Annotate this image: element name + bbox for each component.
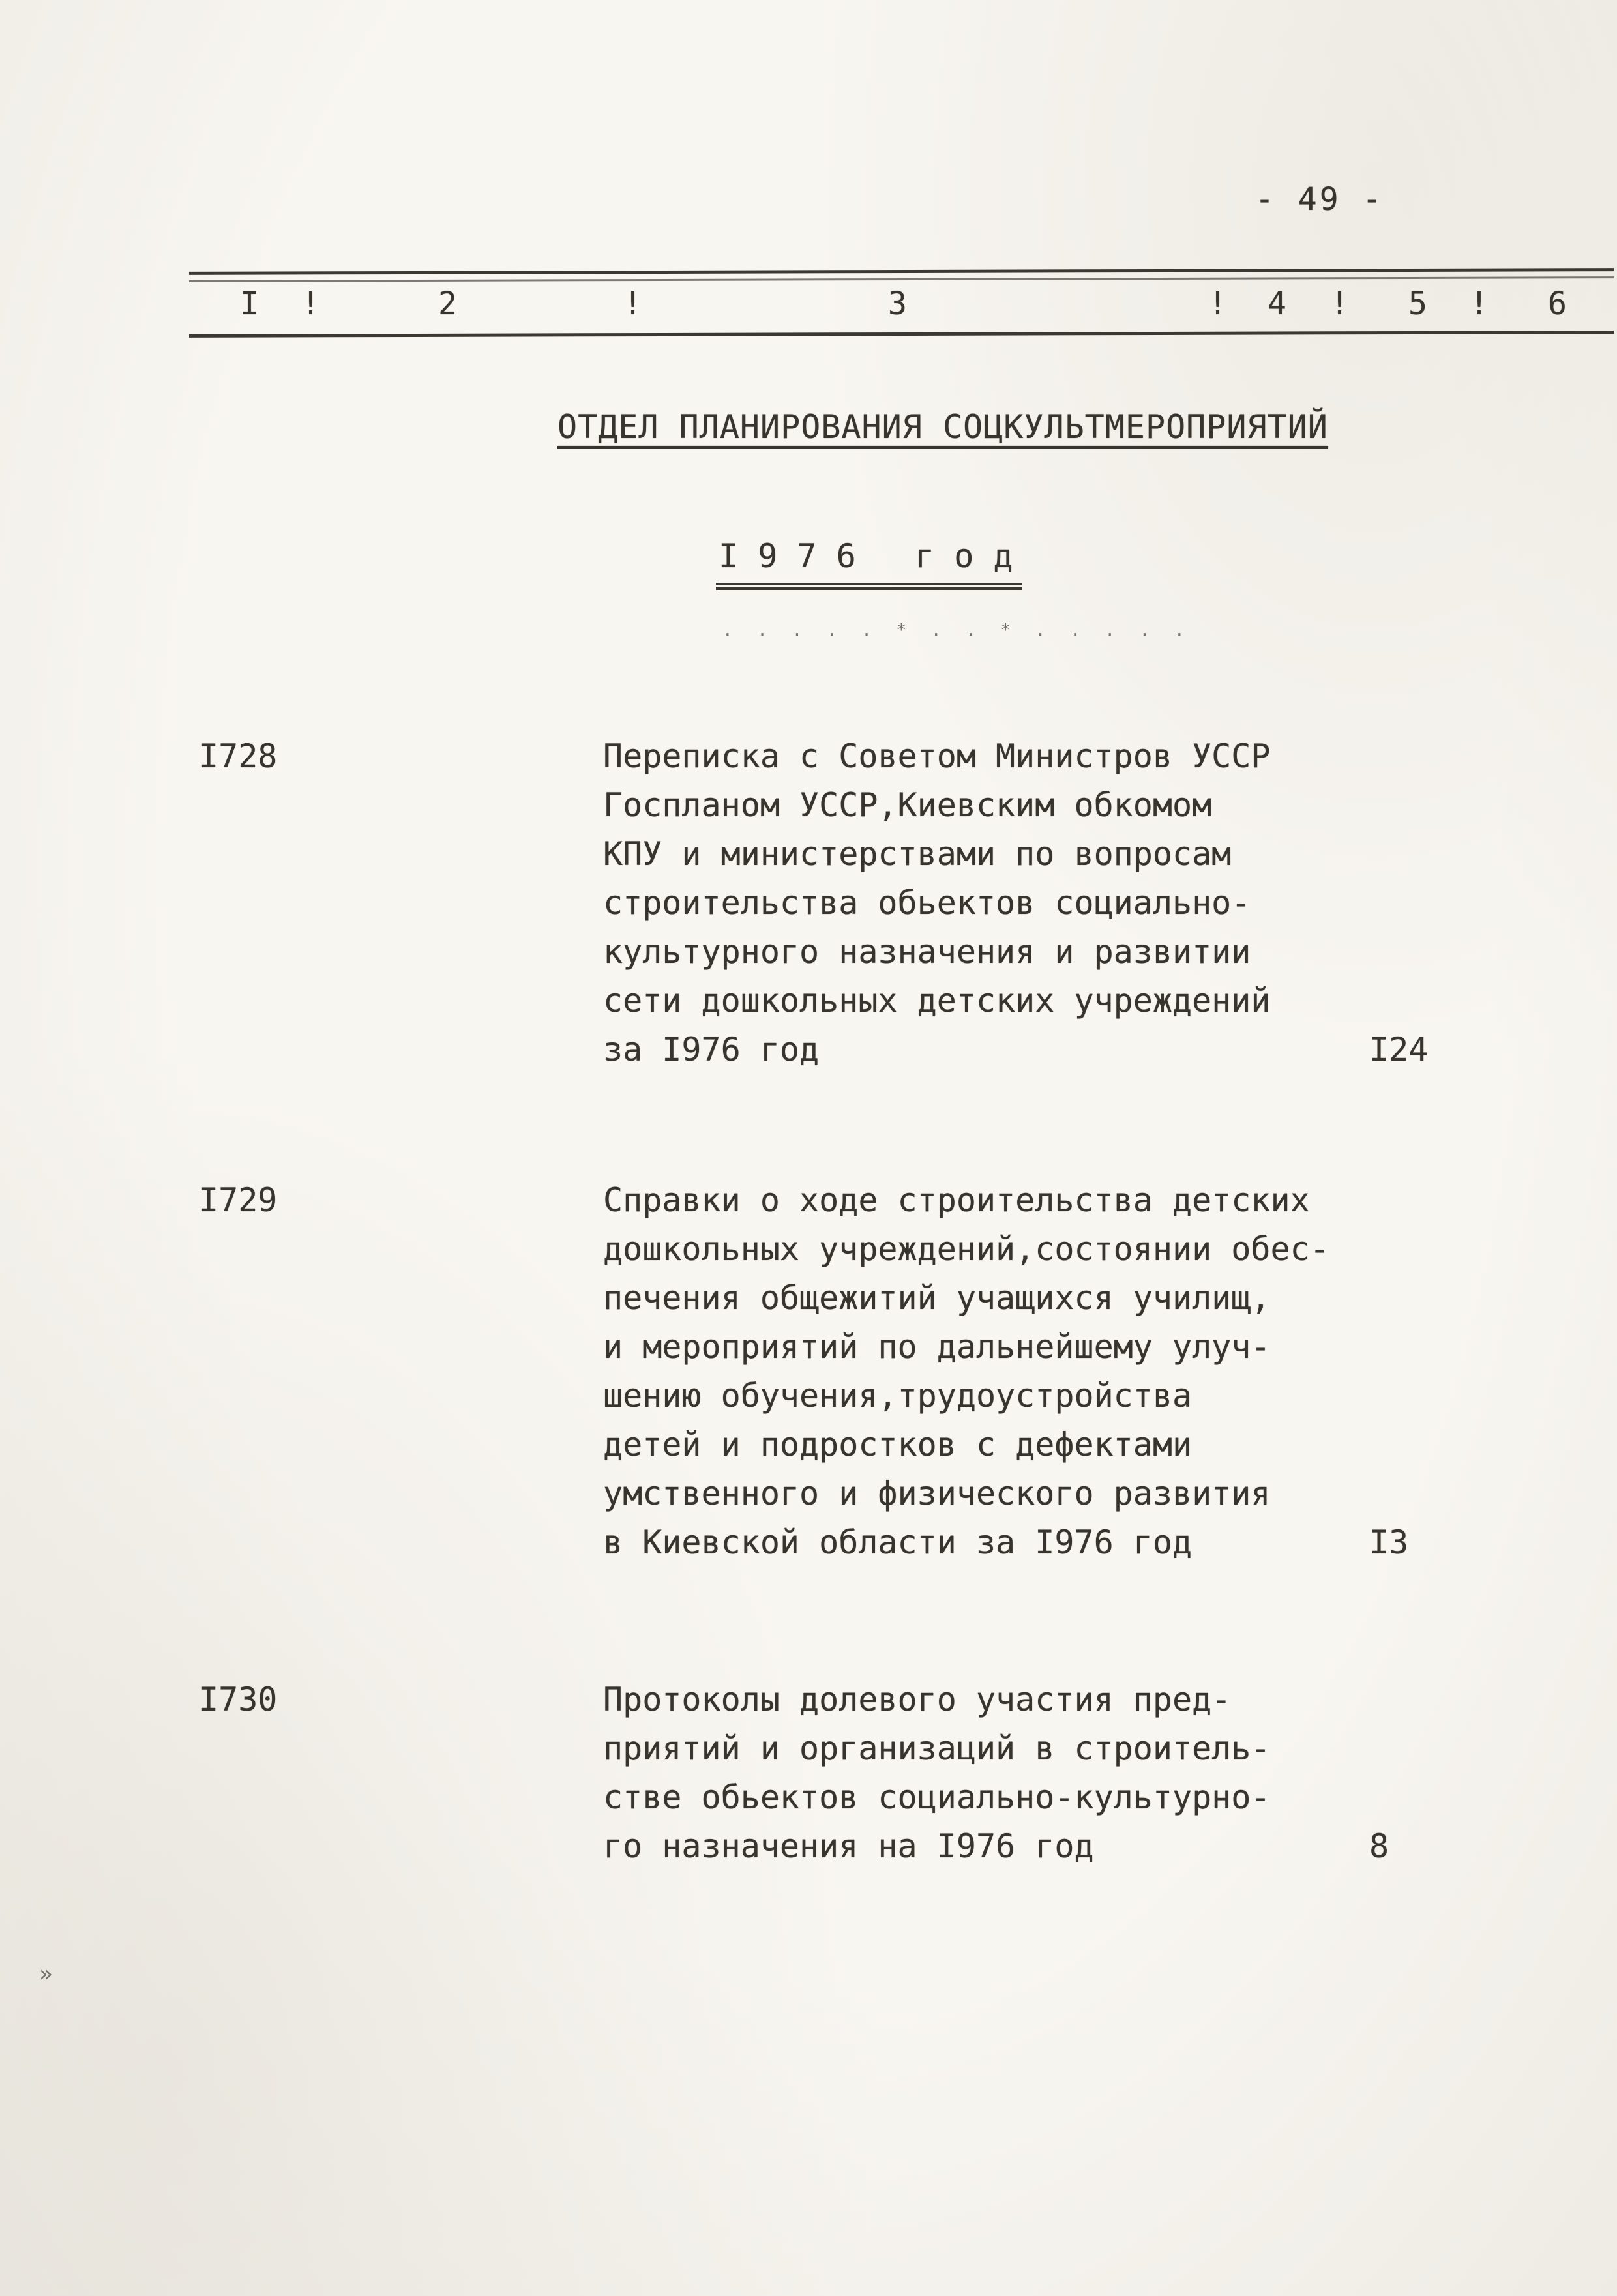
ornament-dots: . . . . . * . . * . . . . .: [722, 621, 1192, 640]
column-header-5: 5: [1408, 286, 1427, 322]
entry-number: I728: [199, 737, 278, 775]
entry-1730: [199, 1675, 1431, 1871]
entry-page-count: I3: [1369, 1523, 1409, 1561]
year-heading: I 9 7 6 г о д: [716, 537, 1022, 590]
entry-page-count: 8: [1369, 1827, 1389, 1865]
column-header-6: 6: [1548, 286, 1567, 322]
column-header-3: 3: [888, 286, 907, 322]
entry-description: Протоколы долевого участия пред- приятий и организаций в строитель- стве обьектов социально-культурно- го назначения на I976 год: [603, 1681, 1271, 1865]
entry-1728: [199, 732, 1431, 1074]
column-separator: !: [1470, 286, 1489, 322]
page-number: - 49 -: [1255, 181, 1384, 218]
column-separator: !: [1330, 286, 1349, 322]
table-bottom-rule: [189, 331, 1614, 338]
scan-artifact-mark: »: [39, 1961, 53, 1987]
table-top-rule-shadow: [189, 276, 1614, 282]
entry-description: Переписка с Советом Министров УССР Госпланом УССР,Киевским обкомом КПУ и министерствами по вопросам строительства обьектов социально- культурного назначения и развитии сети дошкольных детских учреждений за I976 год: [603, 737, 1271, 1068]
entry-description: Справки о ходе строительства детских дошкольных учреждений,состоянии обес- печения общежитий учащихся училищ, и мероприятий по дальнейшему улуч- шению обучения,трудоустройства детей и подростков с дефектами умственного и физического развития в Киевской области за I976 год: [603, 1181, 1329, 1561]
column-separator: !: [301, 286, 320, 322]
entry-number: I729: [199, 1181, 278, 1219]
column-header-2: 2: [438, 286, 457, 322]
entry-number: I730: [199, 1681, 278, 1718]
column-header-1: I: [240, 286, 259, 322]
section-title: ОТДЕЛ ПЛАНИРОВАНИЯ СОЦКУЛЬТМЕРОПРИЯТИЙ: [557, 408, 1328, 446]
entry-page-count: I24: [1369, 1031, 1429, 1068]
column-header-4: 4: [1268, 286, 1286, 322]
column-separator: !: [623, 286, 642, 322]
column-separator: !: [1208, 286, 1227, 322]
entry-1729: [199, 1176, 1431, 1567]
table-top-rule: [189, 268, 1614, 275]
